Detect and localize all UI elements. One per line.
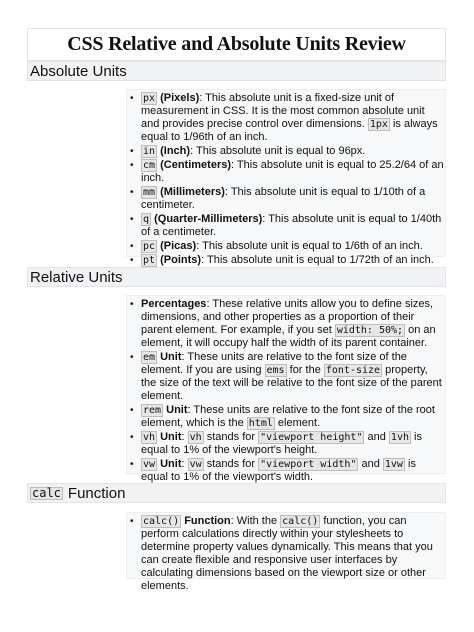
code-pt: pt <box>143 255 156 266</box>
list-item-vw <box>127 458 445 484</box>
list-item-px <box>127 92 445 144</box>
section-heading-calc-text: Function <box>67 484 126 502</box>
absolute-units-list-box <box>126 89 446 266</box>
page-title: CSS Relative and Absolute Units Review <box>67 33 406 55</box>
absolute-units-list <box>127 92 445 267</box>
code-rem: rem <box>143 405 162 416</box>
desc-vh-1: : <box>181 431 188 443</box>
desc-in: : This absolute unit is equal to 96px. <box>190 145 366 157</box>
relative-units-list <box>127 298 445 484</box>
section-heading-absolute-text: Absolute Units <box>30 62 127 80</box>
code-html: html <box>248 418 273 429</box>
code-calc-inline: calc() <box>282 516 319 527</box>
code-q: q <box>143 214 150 225</box>
heading-code-calc: calc <box>32 485 61 500</box>
code-viewport-width: "viewport width" <box>260 459 357 470</box>
list-item-cm <box>127 159 445 185</box>
code-pc: pc <box>143 241 156 252</box>
desc-pt: : This absolute unit is equal to 1/72th of an inch. <box>201 254 434 266</box>
code-font-size: font-size <box>325 365 381 376</box>
list-item-pt <box>127 254 445 267</box>
desc-em-2: for the <box>286 364 324 376</box>
code-viewport-height: "viewport height" <box>260 432 363 443</box>
code-vw: vw <box>143 459 156 470</box>
desc-calc-2: function, you can perform calculations directly within your stylesheets to determine property values dynamically. This means that you can create flexible and responsive user interfaces by calculating dimensions based on the viewport size or other elements. <box>141 515 433 592</box>
desc-pc: : This absolute unit is equal to 1/6th of an inch. <box>196 240 423 252</box>
list-item-em <box>127 351 445 403</box>
term-em-unit: Unit <box>160 351 182 363</box>
term-millimeters: (Millimeters) <box>160 186 225 198</box>
title-box <box>27 28 446 61</box>
list-item-vh <box>127 431 445 457</box>
term-pixels: (Pixels) <box>160 92 200 104</box>
desc-percentages-1: : These relative units allow you to define sizes, dimensions, and other properties as a proportion of their parent element. For example, if you set <box>141 298 434 336</box>
term-vw-unit: Unit <box>160 458 182 470</box>
term-points: (Points) <box>160 254 202 266</box>
calc-function-list-box <box>126 512 446 592</box>
desc-vw-1: : <box>181 458 188 470</box>
list-item-in <box>127 145 445 158</box>
list-item-pc <box>127 240 445 253</box>
section-heading-calc <box>27 483 446 503</box>
list-item-calc <box>127 515 445 593</box>
relative-units-list-box <box>126 295 446 483</box>
desc-percentages-2: on an element, it will occupy half the width of its parent container. <box>141 324 436 349</box>
desc-em-3: property, the size of the text will be relative to the font size of the parent element. <box>141 364 442 402</box>
code-calc-paren: calc() <box>143 516 180 527</box>
term-percentages: Percentages <box>141 298 207 310</box>
desc-px-1: : This absolute unit is a fixed-size unit of measurement in CSS. It is the most common absolute unit and provides precise control over dimensions. <box>141 92 425 130</box>
code-cm: cm <box>143 160 156 171</box>
code-1vw: 1vw <box>384 459 403 470</box>
desc-mm: : This absolute unit is equal to 1/10th of a centimeter. <box>141 186 426 211</box>
term-function: Function <box>184 515 231 527</box>
code-vw-inline: vw <box>189 459 202 470</box>
term-rem-unit: Unit <box>166 404 188 416</box>
term-centimeters: (Centimeters) <box>160 159 232 171</box>
desc-vh-2: stands for <box>203 431 259 443</box>
desc-calc-1: : With the <box>230 515 281 527</box>
term-vh-unit: Unit <box>160 431 182 443</box>
desc-rem-2: element. <box>274 417 321 429</box>
calc-function-list <box>127 515 445 593</box>
desc-vh-3: and <box>364 431 389 443</box>
desc-vw-4: is equal to 1% of the viewport's width. <box>141 458 416 483</box>
code-px: px <box>143 93 156 104</box>
desc-vh-4: is equal to 1% of the viewport's height. <box>141 431 422 456</box>
list-item-q <box>127 213 445 239</box>
list-item-percentages <box>127 298 445 350</box>
desc-vw-2: stands for <box>203 458 259 470</box>
code-1vh: 1vh <box>390 432 409 443</box>
desc-cm: : This absolute unit is equal to 25.2/64 of an inch. <box>141 159 444 184</box>
desc-px-2: is always equal to 1/96th of an inch. <box>141 118 438 143</box>
code-width-50: width: 50%; <box>336 325 404 336</box>
desc-em-1: : These units are relative to the font size of the element. If you are using <box>141 351 407 376</box>
list-item-mm <box>127 186 445 212</box>
code-1px: 1px <box>369 119 388 130</box>
desc-rem-1: : These units are relative to the font size of the root element, which is the <box>141 404 435 429</box>
term-picas: (Picas) <box>160 240 197 252</box>
term-quarter-millimeters: (Quarter-Millimeters) <box>154 213 263 225</box>
code-mm: mm <box>143 187 156 198</box>
section-heading-relative <box>27 267 446 287</box>
section-heading-relative-text: Relative Units <box>30 268 123 286</box>
list-item-rem <box>127 404 445 430</box>
code-vh-inline: vh <box>189 432 202 443</box>
code-vh: vh <box>143 432 156 443</box>
code-em: em <box>143 352 156 363</box>
section-heading-absolute <box>27 61 446 81</box>
term-inch: (Inch) <box>160 145 191 157</box>
desc-q: : This absolute unit is equal to 1/40th of a centimeter. <box>141 213 442 238</box>
code-ems: ems <box>266 365 285 376</box>
desc-vw-3: and <box>358 458 383 470</box>
code-in: in <box>143 146 156 157</box>
